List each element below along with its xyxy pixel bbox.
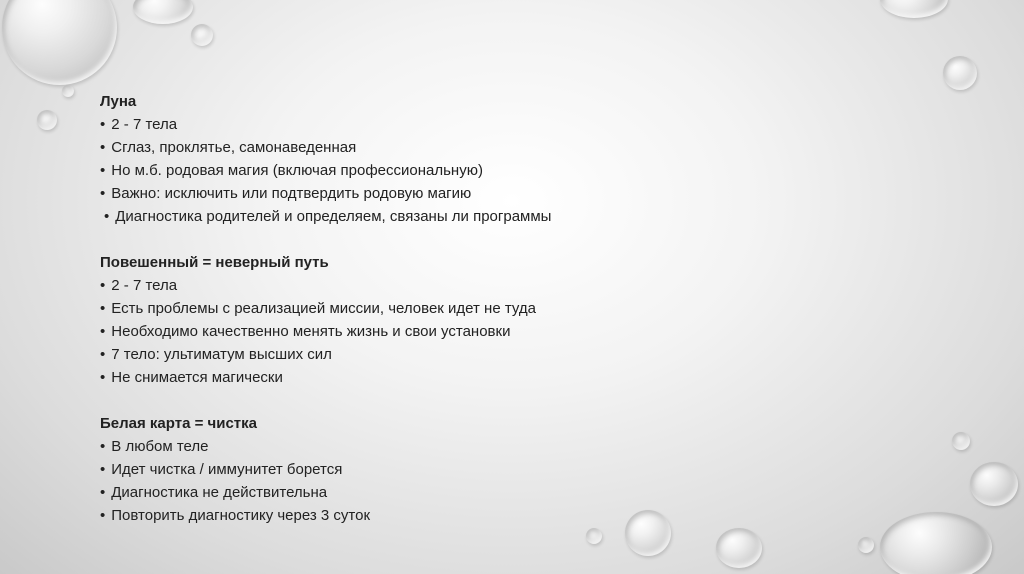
- list-item-text: Но м.б. родовая магия (включая профессиональную): [111, 162, 483, 179]
- list-item: [100, 205, 920, 228]
- list-item-text: Необходимо качественно менять жизнь и свои установки: [111, 323, 511, 340]
- bullet: •: [100, 438, 106, 455]
- bullet: •: [100, 461, 106, 478]
- section-poveshenny: [100, 251, 920, 389]
- section-belaya-karta: [100, 412, 920, 527]
- bullet: •: [100, 185, 106, 202]
- water-drop-decoration: [37, 110, 57, 130]
- bullet: •: [100, 139, 106, 156]
- list-item-text: 2 - 7 тела: [111, 277, 178, 294]
- water-drop-decoration: [62, 85, 74, 97]
- list-item: [100, 113, 920, 136]
- water-drop-decoration: [133, 0, 193, 24]
- section-title: Луна: [100, 93, 137, 110]
- bullet-list: [100, 274, 920, 389]
- list-item: [100, 458, 920, 481]
- bullet: •: [100, 369, 106, 386]
- list-item: [100, 136, 920, 159]
- list-item: [100, 297, 920, 320]
- section-title: Белая карта = чистка: [100, 415, 257, 432]
- list-item-text: Есть проблемы с реализацией миссии, человек идет не туда: [111, 300, 536, 317]
- water-drop-decoration: [880, 0, 948, 18]
- list-item: [100, 366, 920, 389]
- list-item: [100, 481, 920, 504]
- bullet: •: [100, 346, 106, 363]
- list-item-text: Не снимается магически: [111, 369, 283, 386]
- list-item: [100, 435, 920, 458]
- section-title: Повешенный = неверный путь: [100, 254, 329, 271]
- water-drop-decoration: [191, 24, 213, 46]
- list-item: [100, 320, 920, 343]
- bullet: •: [104, 208, 110, 225]
- slide-content: [100, 90, 920, 550]
- water-drop-decoration: [2, 0, 117, 85]
- list-item: [100, 504, 920, 527]
- list-item-text: В любом теле: [111, 438, 209, 455]
- bullet: •: [100, 484, 106, 501]
- list-item-text: Сглаз, проклятье, самонаведенная: [111, 139, 357, 156]
- list-item-text: Диагностика родителей и определяем, связаны ли программы: [115, 208, 552, 225]
- list-item-text: Повторить диагностику через 3 суток: [111, 507, 371, 524]
- list-item: [100, 159, 920, 182]
- list-item-text: 2 - 7 тела: [111, 116, 178, 133]
- section-luna: [100, 90, 920, 228]
- list-item: [100, 343, 920, 366]
- bullet: •: [100, 323, 106, 340]
- list-item-text: Идет чистка / иммунитет борется: [111, 461, 343, 478]
- list-item-text: 7 тело: ультиматум высших сил: [111, 346, 332, 363]
- list-item-text: Важно: исключить или подтвердить родовую магию: [111, 185, 472, 202]
- list-item: [100, 182, 920, 205]
- bullet-list: [100, 435, 920, 527]
- bullet: •: [100, 162, 106, 179]
- list-item: [100, 274, 920, 297]
- bullet-list: [100, 113, 920, 228]
- water-drop-decoration: [943, 56, 977, 90]
- bullet: •: [100, 277, 106, 294]
- bullet: •: [100, 507, 106, 524]
- bullet: •: [100, 300, 106, 317]
- list-item-text: Диагностика не действительна: [111, 484, 328, 501]
- bullet: •: [100, 116, 106, 133]
- water-drop-decoration: [970, 462, 1018, 506]
- water-drop-decoration: [952, 432, 970, 450]
